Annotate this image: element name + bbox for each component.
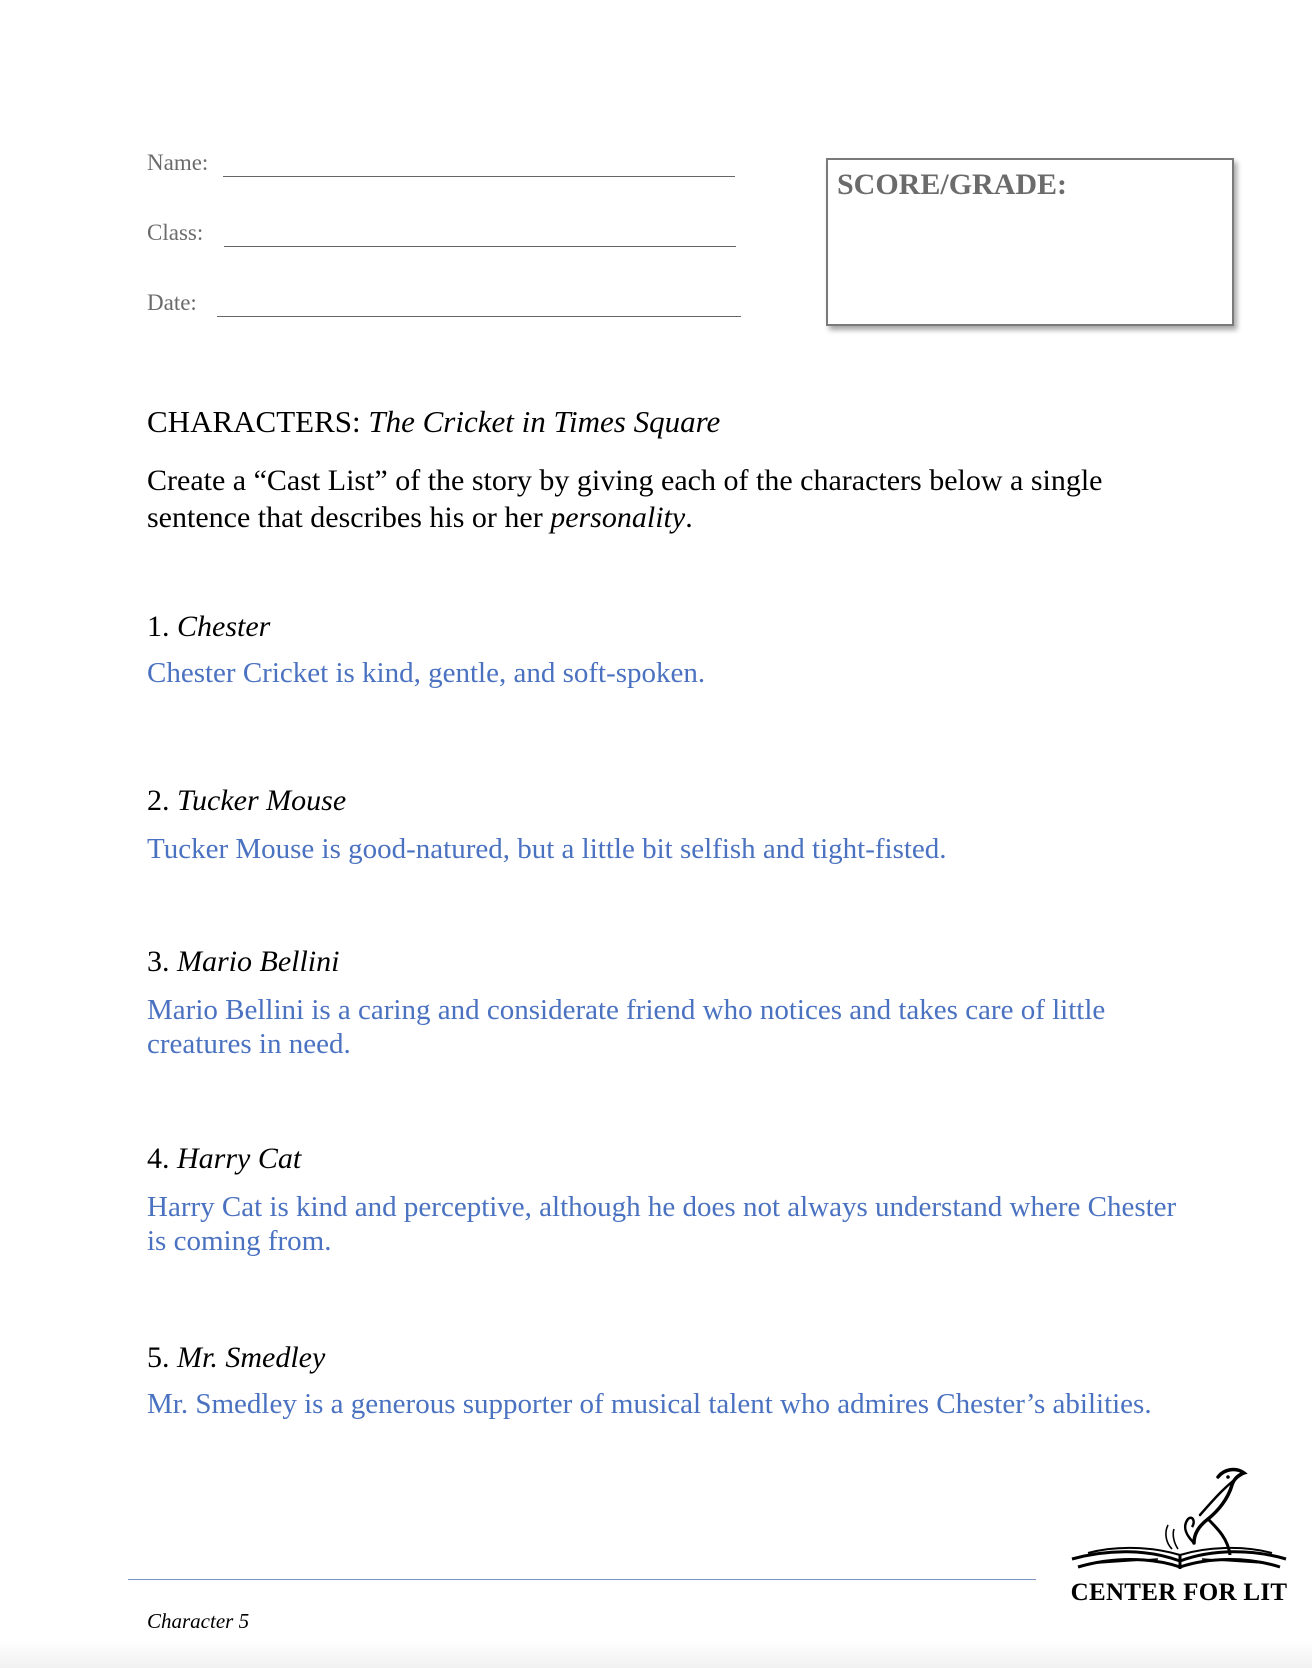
- character-name: Mr. Smedley: [177, 1341, 326, 1374]
- character-answer: Tucker Mouse is good-natured, but a little bit selfish and tight-fisted.: [147, 833, 947, 865]
- character-item: [147, 1142, 1187, 1258]
- instructions-text: Create a “Cast List” of the story by giving each of the characters below a single sentence that describes his or her: [147, 464, 1103, 534]
- date-blank-line[interactable]: [217, 316, 741, 317]
- heading-prefix: CHARACTERS:: [147, 404, 361, 439]
- page-bottom-shadow: [0, 1640, 1312, 1668]
- footer-page-label: Character 5: [147, 1609, 250, 1633]
- footer-rule: [128, 1579, 1036, 1580]
- character-answer: Chester Cricket is kind, gentle, and soft-spoken.: [147, 657, 706, 689]
- name-label: Name:: [147, 150, 209, 175]
- pelican-book-icon: [1068, 1463, 1290, 1581]
- character-title: [147, 784, 1187, 818]
- character-number: 5.: [147, 1341, 170, 1374]
- book-title: The Cricket in Times Square: [368, 404, 721, 439]
- character-item: [147, 784, 1187, 866]
- instructions-end: .: [685, 501, 693, 534]
- character-item: [147, 1341, 1187, 1421]
- character-title: [147, 945, 1187, 979]
- character-number: 1.: [147, 610, 170, 643]
- score-grade-label: SCORE/GRADE:: [837, 168, 1068, 201]
- character-answer: Harry Cat is kind and perceptive, although he does not always understand where Chester is coming from.: [147, 1191, 1177, 1257]
- date-label: Date:: [147, 290, 197, 315]
- class-blank-line[interactable]: [224, 246, 736, 247]
- instructions: [147, 462, 1147, 536]
- name-blank-line[interactable]: [223, 176, 735, 177]
- character-name: Harry Cat: [177, 1142, 302, 1175]
- character-number: 2.: [147, 784, 170, 817]
- center-for-lit-logo: [1068, 1463, 1290, 1613]
- class-label: Class:: [147, 220, 204, 245]
- character-title: [147, 1341, 1187, 1375]
- character-name: Tucker Mouse: [177, 784, 347, 817]
- character-title: [147, 610, 1187, 644]
- instructions-emphasis: personality: [550, 501, 686, 534]
- score-grade-box[interactable]: [826, 158, 1234, 326]
- character-number: 3.: [147, 945, 170, 978]
- character-number: 4.: [147, 1142, 170, 1175]
- character-item: [147, 610, 1187, 690]
- character-answer: Mr. Smedley is a generous supporter of musical talent who admires Chester’s abilities.: [147, 1388, 1152, 1420]
- character-name: Mario Bellini: [177, 945, 340, 978]
- character-answer: Mario Bellini is a caring and considerate friend who notices and takes care of little creatures in need.: [147, 994, 1106, 1060]
- character-title: [147, 1142, 1187, 1176]
- logo-text: CENTER FOR LIT: [1070, 1579, 1288, 1606]
- character-name: Chester: [177, 610, 271, 643]
- character-item: [147, 945, 1187, 1061]
- section-heading: [147, 404, 720, 440]
